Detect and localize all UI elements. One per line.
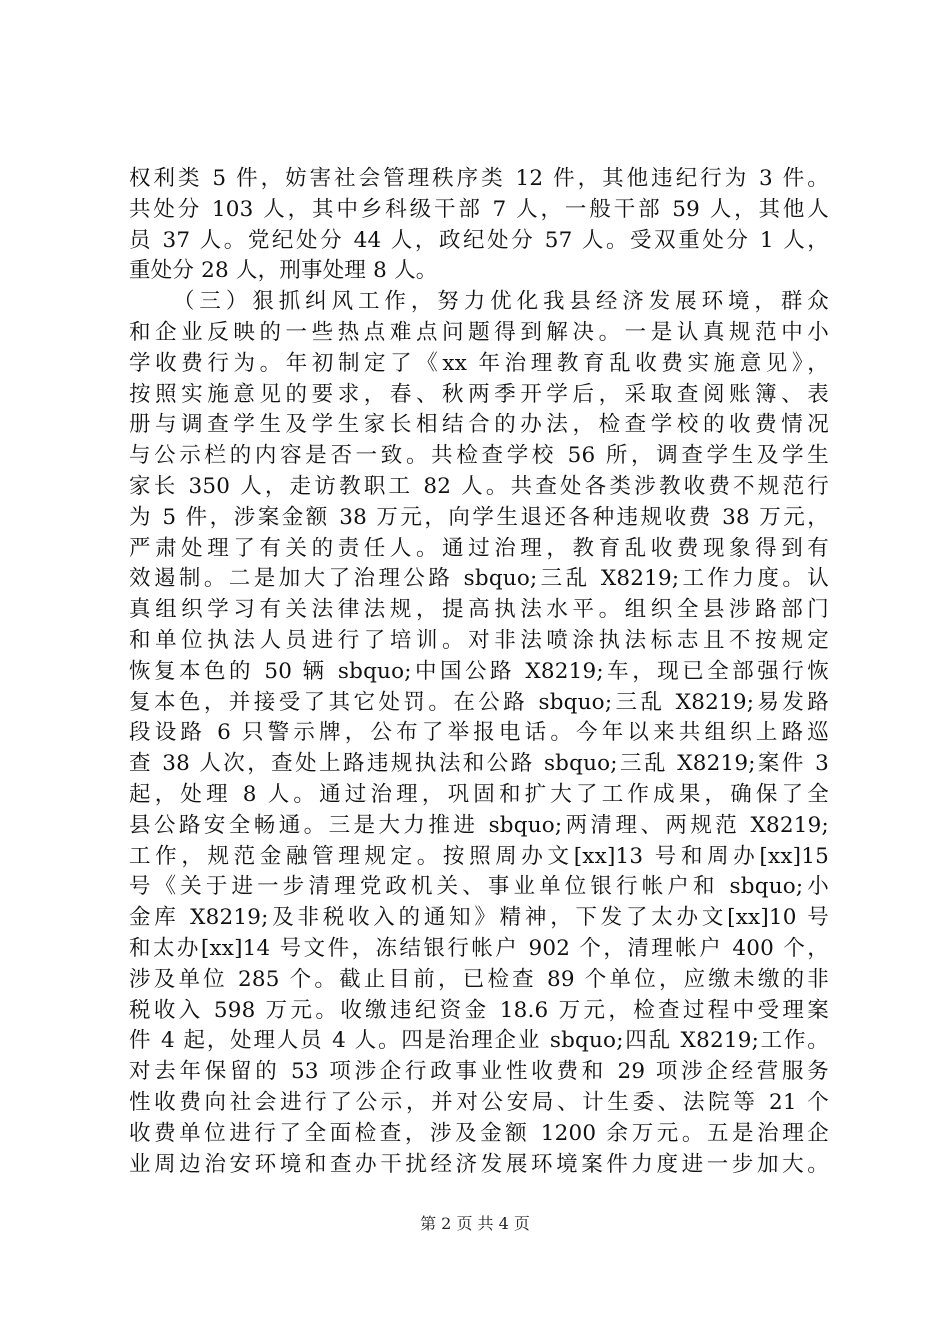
text-line: 真组织学习有关法律法规，提高执法水平。组织全县涉路部门 xyxy=(129,597,829,623)
text-line: 金库 X8219;及非税收入的通知》精神，下发了太办文[xx]10 号 xyxy=(129,905,829,931)
text-line: 段设路 6 只警示牌，公布了举报电话。今年以来共组织上路巡 xyxy=(129,720,829,746)
text-line: 共处分 103 人，其中乡科级干部 7 人，一般干部 59 人，其他人 xyxy=(129,196,829,222)
text-line: 员 37 人。党纪处分 44 人，政纪处分 57 人。受双重处分 1 人， xyxy=(129,227,829,253)
text-line: 起，处理 8 人。通过治理，巩固和扩大了工作成果，确保了全 xyxy=(129,781,829,807)
text-line: 查 38 人次，查处上路违规执法和公路 sbquo;三乱 X8219;案件 3 xyxy=(129,751,829,777)
text-line: 严肃处理了有关的责任人。通过治理，教育乱收费现象得到有 xyxy=(129,535,829,561)
text-line: 收费单位进行了全面检查，涉及金额 1200 余万元。五是治理企 xyxy=(129,1120,829,1146)
text-line: 复本色，并接受了其它处罚。在公路 sbquo;三乱 X8219;易发路 xyxy=(129,689,829,715)
text-line: 业周边治安环境和查办干扰经济发展环境案件力度进一步加大。 xyxy=(129,1151,829,1177)
text-line: 县公路安全畅通。三是大力推进 sbquo;两清理、两规范 X8219; xyxy=(129,812,829,838)
text-line: 家长 350 人，走访教职工 82 人。共查处各类涉教收费不规范行 xyxy=(129,473,829,499)
text-line: 工作，规范金融管理规定。按照周办文[xx]13 号和周办[xx]15 xyxy=(129,843,829,869)
text-line: 和单位执法人员进行了培训。对非法喷涂执法标志且不按规定 xyxy=(129,627,829,653)
text-line: 学收费行为。年初制定了《xx 年治理教育乱收费实施意见》， xyxy=(129,350,829,376)
text-line: 和太办[xx]14 号文件，冻结银行帐户 902 个，清理帐户 400 个， xyxy=(129,935,829,961)
text-line: 涉及单位 285 个。截止目前，已检查 89 个单位，应缴未缴的非 xyxy=(129,966,829,992)
text-line: 号《关于进一步清理党政机关、事业单位银行帐户和 sbquo;小 xyxy=(129,874,829,900)
text-line: 性收费向社会进行了公示，并对公安局、计生委、法院等 21 个 xyxy=(129,1089,829,1115)
text-line: 与公示栏的内容是否一致。共检查学校 56 所，调查学生及学生 xyxy=(129,443,829,469)
text-line: 对去年保留的 53 项涉企行政事业性收费和 29 项涉企经营服务 xyxy=(129,1059,829,1085)
text-line: 权利类 5 件，妨害社会管理秩序类 12 件，其他违纪行为 3 件。 xyxy=(129,166,829,191)
text-line: 册与调查学生及学生家长相结合的办法，检查学校的收费情况 xyxy=(129,412,829,438)
paragraph-first-line: （三）狠抓纠风工作，努力优化我县经济发展环境，群众 xyxy=(173,289,829,315)
text-line: 和企业反映的一些热点难点问题得到解决。一是认真规范中小 xyxy=(129,319,829,345)
text-line: 件 4 起，处理人员 4 人。四是治理企业 sbquo;四乱 X8219;工作。 xyxy=(129,1028,829,1054)
text-line: 税收入 598 万元。收缴违纪资金 18.6 万元，检查过程中受理案 xyxy=(129,997,829,1023)
text-line: 效遏制。二是加大了治理公路 sbquo;三乱 X8219;工作力度。认 xyxy=(129,566,829,592)
text-line: 重处分 28 人，刑事处理 8 人。 xyxy=(129,258,438,284)
document-body xyxy=(129,164,829,1180)
page-number-footer: 第 2 页 共 4 页 xyxy=(420,1214,530,1233)
text-line: 为 5 件，涉案金额 38 万元，向学生退还各种违规收费 38 万元， xyxy=(129,504,829,530)
text-line: 按照实施意见的要求，春、秋两季开学后，采取查阅账簿、表 xyxy=(129,381,829,407)
text-line: 恢复本色的 50 辆 sbquo;中国公路 X8219;车，现已全部强行恢 xyxy=(129,658,829,684)
